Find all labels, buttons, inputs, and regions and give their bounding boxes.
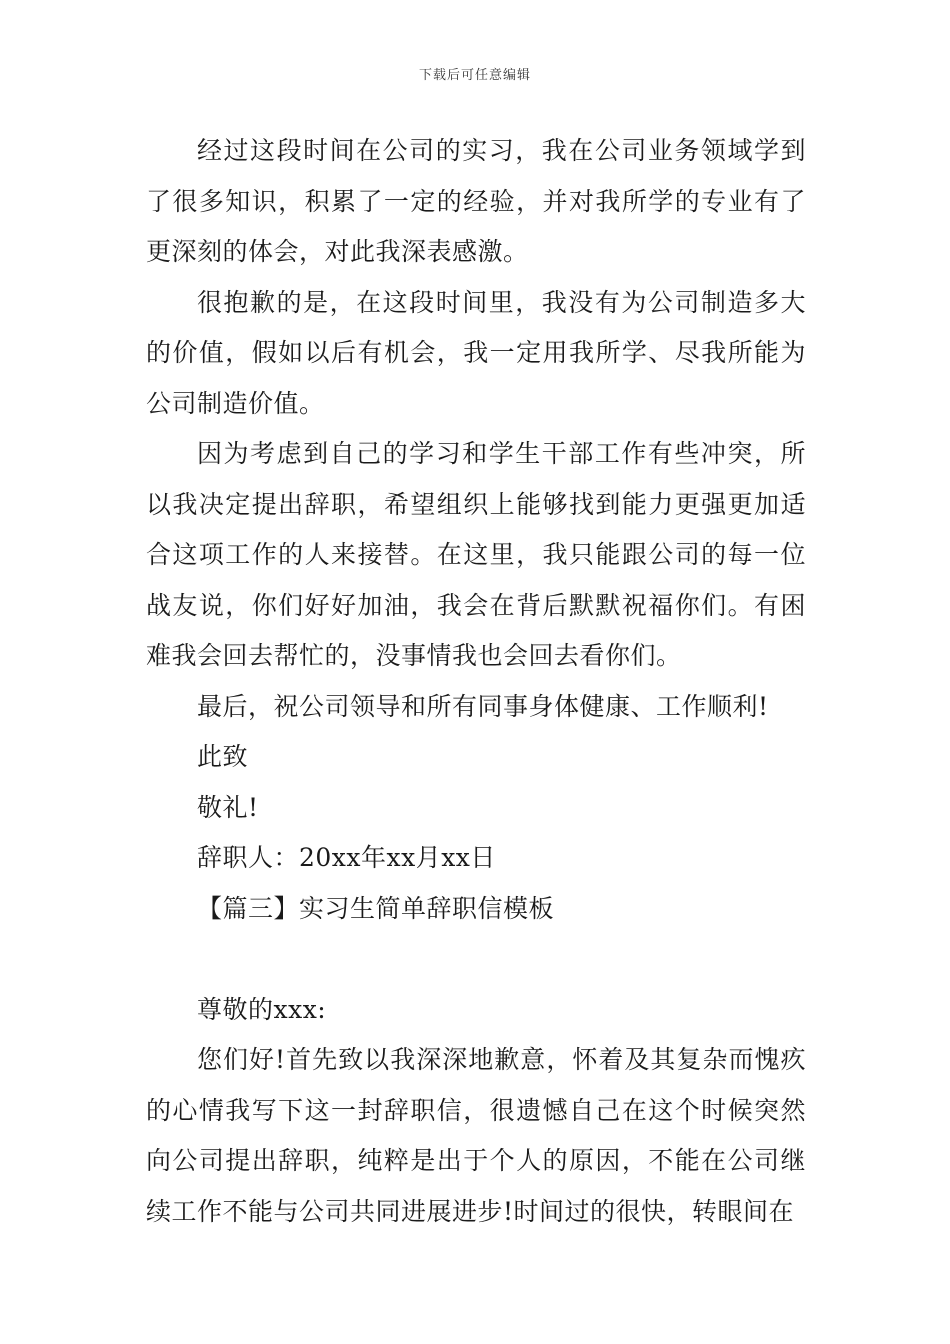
paragraph-apology: 很抱歉的是，在这段时间里，我没有为公司制造多大的价值，假如以后有机会，我一定用我所学、尽我所能为公司制造价值。: [146, 287, 806, 418]
signature-line: 辞职人：20xx年xx月xx日: [197, 843, 496, 872]
document-body: [146, 126, 806, 1237]
salutation-cizhi: 此致: [197, 742, 249, 771]
paragraph-resignation-reason: 因为考虑到自己的学习和学生干部工作有些冲突，所以我决定提出辞职，希望组织上能够找到能力更强更加适合这项工作的人来接替。在这里，我只能跟公司的每一位战友说，你们好好加油，我会在背后默默祝福你们。有困难我会回去帮忙的，没事情我也会回去看你们。: [146, 439, 806, 670]
paragraph-internship-gains: 经过这段时间在公司的实习，我在公司业务领域学到了很多知识，积累了一定的经验，并对我所学的专业有了更深刻的体会，对此我深表感激。: [146, 136, 806, 266]
salutation-jingli: 敬礼!: [197, 792, 259, 822]
section-title: 【篇三】实习生简单辞职信模板: [197, 893, 555, 923]
closing-wishes: 最后，祝公司领导和所有同事身体健康、工作顺利!: [197, 691, 769, 721]
blank-line: [146, 934, 806, 985]
page-header: 下载后可任意编辑: [418, 68, 531, 83]
paragraph-letter-opening: 您们好!首先致以我深深地歉意，怀着及其复杂而愧疚的心情我写下这一封辞职信，很遗憾自己在这个时候突然向公司提出辞职，纯粹是出于个人的原因，不能在公司继续工作不能与公司共同进展进步!时间过的很快，转眼间在: [146, 1045, 806, 1226]
letter-greeting: 尊敬的xxx:: [197, 994, 327, 1024]
